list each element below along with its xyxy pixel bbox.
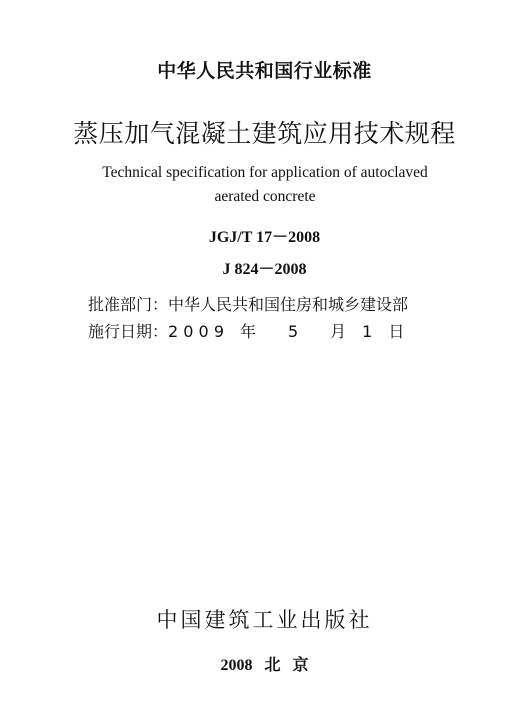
publisher: 中国建筑工业出版社 [156, 608, 373, 632]
english-title: Technical specification for application of autoclaved aerated concrete [102, 164, 428, 205]
approval-value: 中华人民共和国住房和城乡建设部 [168, 295, 409, 314]
place-year: 2008 北 京 [220, 657, 309, 674]
effective-label: 施行日期： [88, 322, 169, 341]
record-code: J 824－2008 [222, 261, 307, 278]
effective-value: 2 0 0 9 年 5 月 1 日 [168, 322, 405, 341]
series-title: 中华人民共和国行业标准 [157, 60, 372, 82]
main-title: 蒸压加气混凝土建筑应用技术规程 [73, 119, 456, 148]
effective-date [88, 319, 404, 342]
approval-department [88, 292, 408, 315]
approval-label: 批准部门： [88, 295, 169, 314]
standard-code: JGJ/T 17－2008 [208, 229, 321, 246]
